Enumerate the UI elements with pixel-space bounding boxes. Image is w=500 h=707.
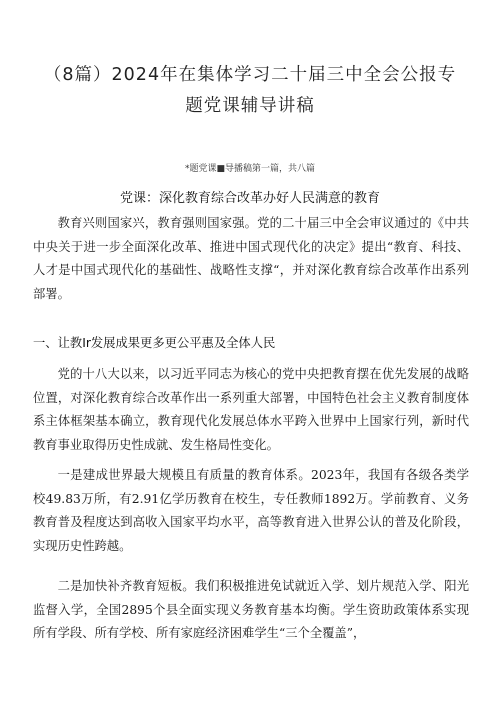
document-title: （8篇）2024年在集体学习二十届三中全会公报专题党课辅导讲稿 xyxy=(43,65,457,116)
paragraph-intro: 教育兴则国家兴，教育强则国家强。党的二十届三中全会审议通过的《中共中央关于进一步全面深化改革、推进中国式现代化的决定》提出“教育、科技、人才是中国式现代化的基础性、战略性支撑“，并对深化教育综合改革作出系列部署。 xyxy=(33,216,469,302)
document-subtitle: *题党课■导播稿第一篇，共八篇 xyxy=(184,164,315,174)
paragraph-achievements: 党的十八大以来，以习近平同志为核心的党中央把教育摆在优先发展的战略位置，对深化教育综合改革作出一系列重大部署，中国特色社会主义教育制度体系主体框架基本确立，教育现代化发展总体水平跨入世界中上国家行列，新时代教育事业取得历史性成就、发生格局性变化。 xyxy=(33,367,469,453)
lecture-heading: 党课：深化教育综合改革办好人民满意的教育 xyxy=(119,191,380,206)
section-heading: 一、让教Ir发展成果更多更公平惠及全体人民 xyxy=(33,336,276,350)
paragraph-point-two: 二是加快补齐教育短板。我们积极推进免试就近入学、划片规范入学、阳光监督入学，全国2895个县全面实现义务教育基本均衡。学生资助政策体系实现所有学段、所有学校、所有家庭经济困难学生“三个全覆盖”， xyxy=(33,579,469,641)
paragraph-point-one: 一是建成世界最大规模且有质量的教育体系。2023年，我国有各级各类学校49.83万所，有2.91亿学历教育在校生，专任教师1892万。学前教育、义务教育普及程度达到高收入国家平均水平，高等教育进入世界公认的普及化阶段，实现历史性跨越。 xyxy=(33,468,469,554)
